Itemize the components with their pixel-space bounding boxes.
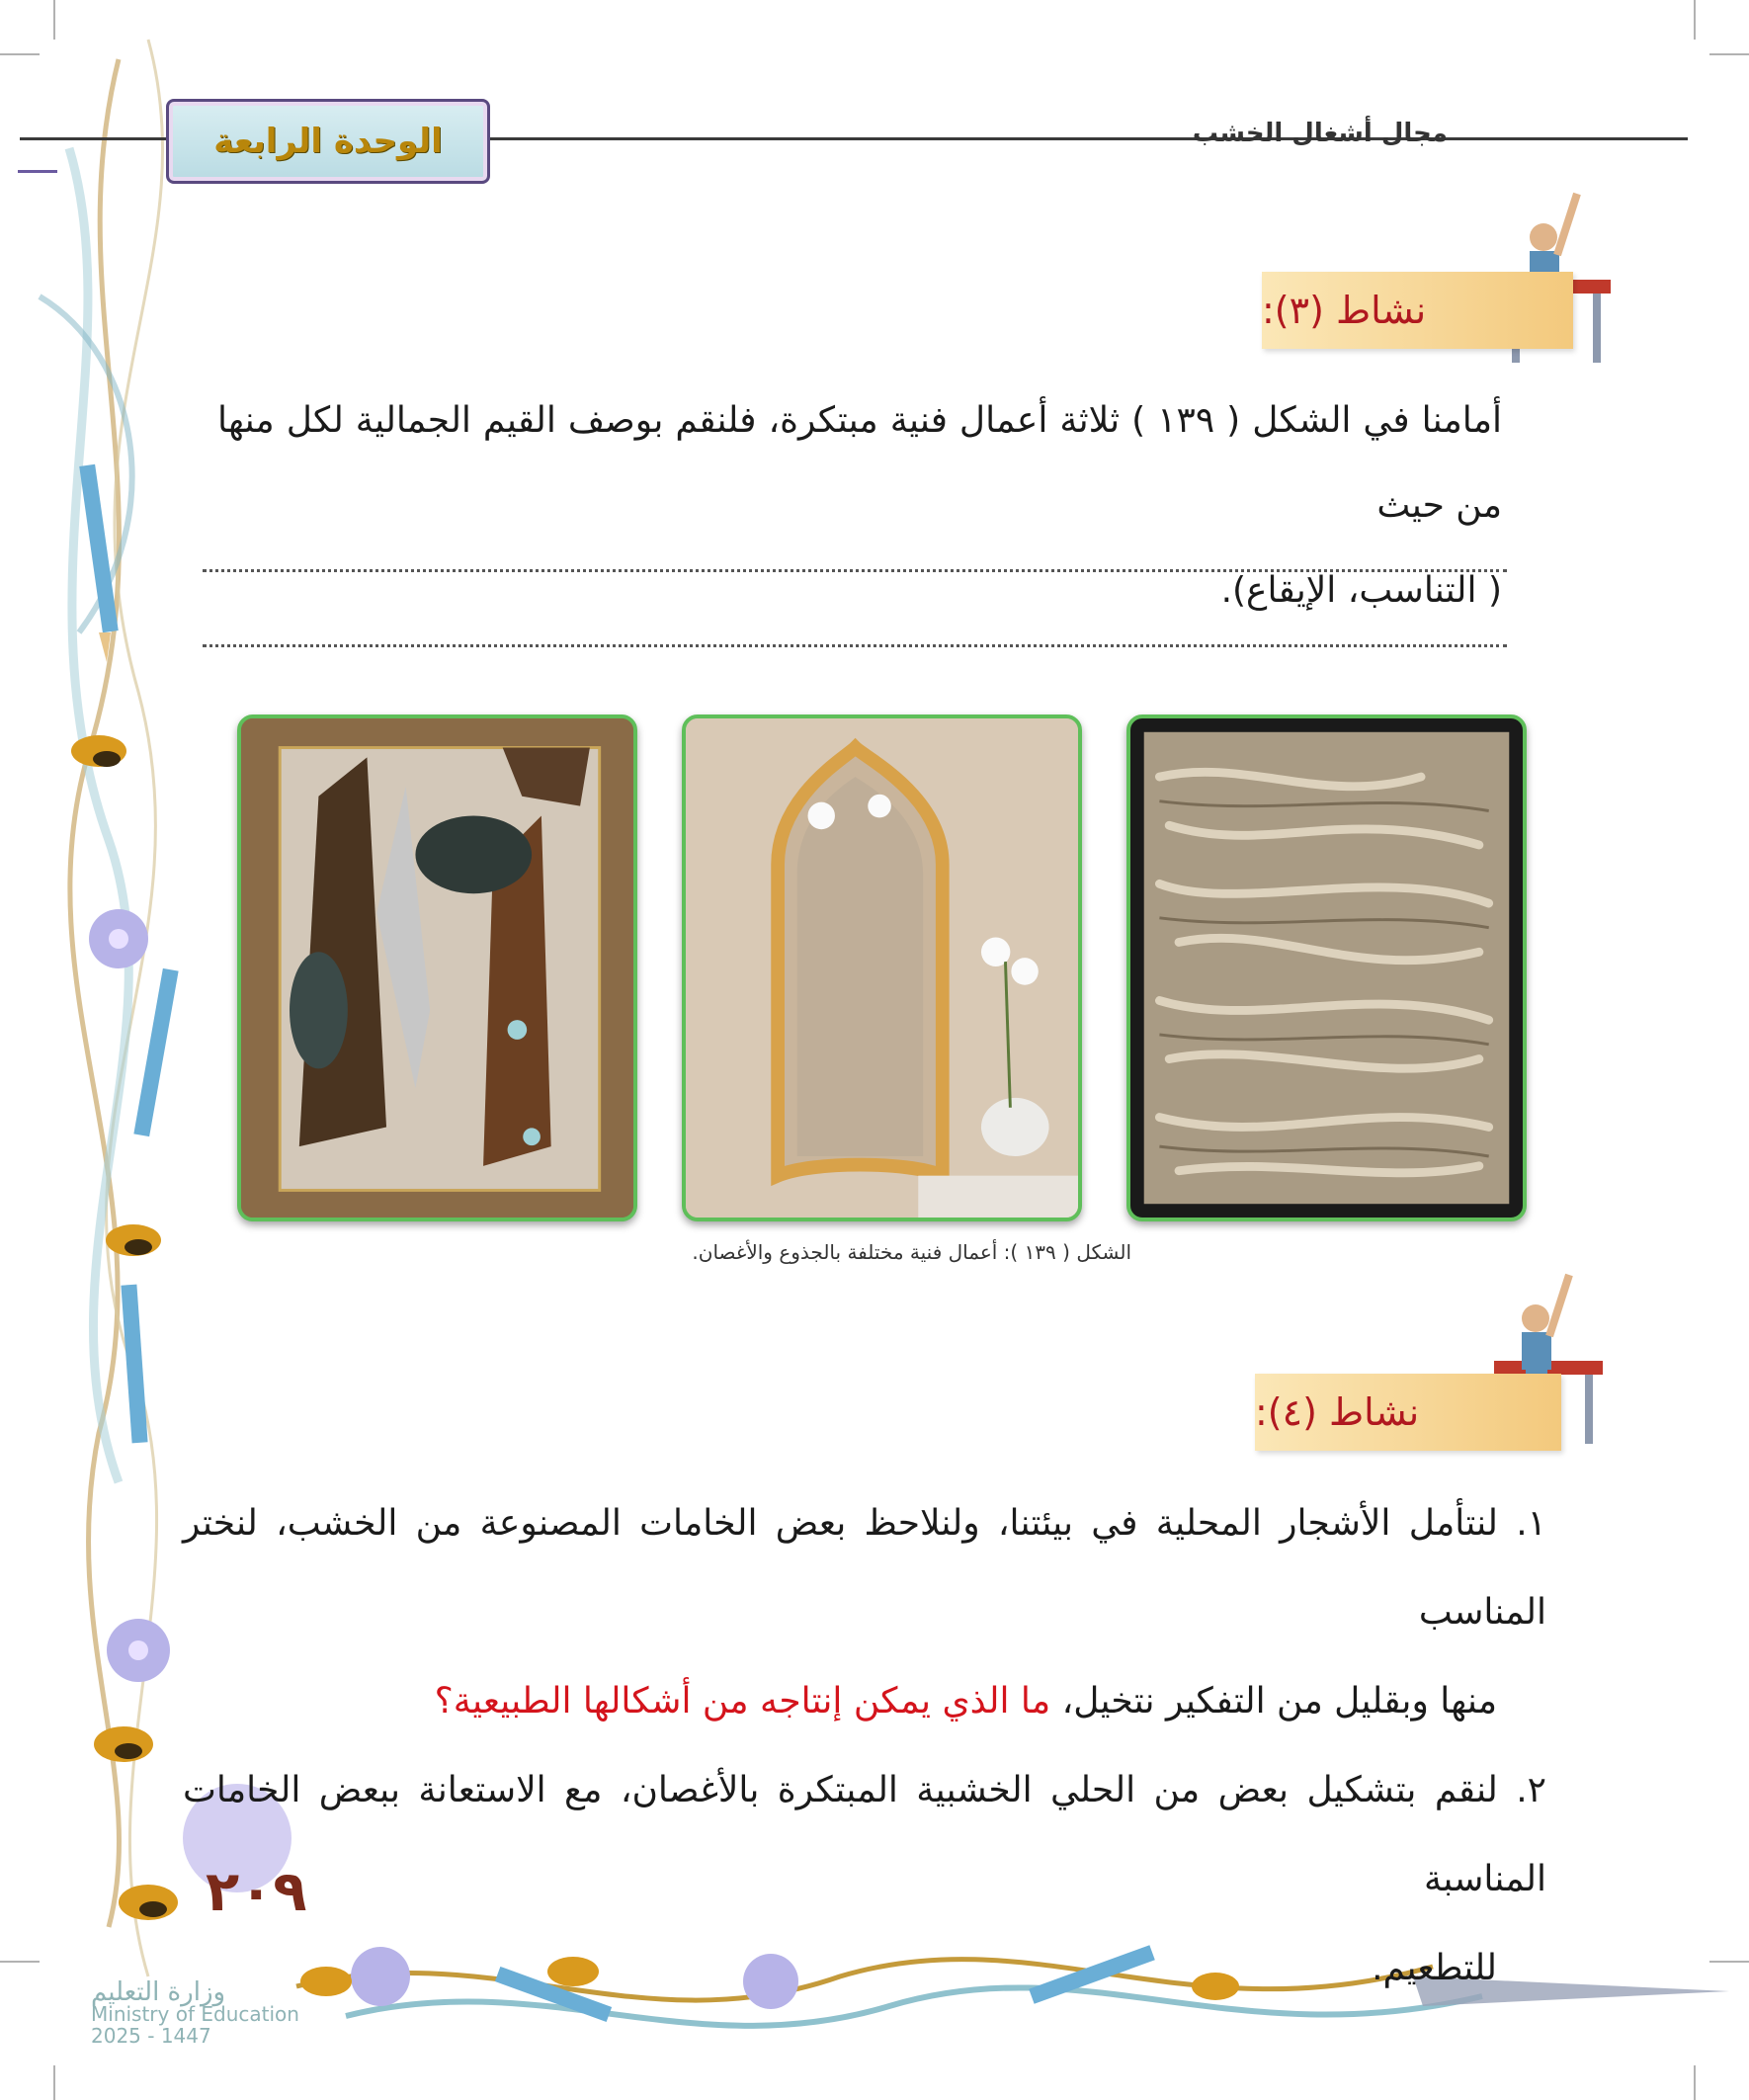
header-rule-right xyxy=(484,137,1688,140)
activity-4-item-1-line-1: ١. لنتأمل الأشجار المحلية في بيئتنا، ولنلاحظ بعض الخامات المصنوعة من الخشب، لنختر المناسب xyxy=(183,1503,1546,1633)
page-number: ٢٠٩ xyxy=(206,1860,307,1924)
ministry-logo xyxy=(91,1977,328,2048)
edition-year: 2025 - 1447 xyxy=(91,2024,211,2048)
answer-line[interactable] xyxy=(203,569,1507,572)
activity-4-question: ما الذي يمكن إنتاجه من أشكالها الطبيعية؟ xyxy=(434,1681,1051,1722)
activity-3-label xyxy=(1262,272,1573,349)
flower-icon xyxy=(89,909,148,968)
photo-branch-mirror xyxy=(682,714,1082,1221)
activity-3-line-2: ( التناسب، الإيقاع). xyxy=(1220,570,1502,611)
unit-title: الوحدة الرابعة xyxy=(213,122,443,161)
ministry-name-ar: وزارة التعليم xyxy=(91,1977,226,2007)
ministry-name-en: Ministry of Education xyxy=(91,2002,299,2026)
activity-4-item-1-line-2 xyxy=(183,1657,1546,1746)
collage-image xyxy=(241,718,633,1218)
answer-line[interactable] xyxy=(203,644,1507,647)
activity-3-text xyxy=(217,378,1502,633)
activity-4-item-1-plain: منها وبقليل من التفكير نتخيل، xyxy=(1061,1681,1497,1722)
unit-title-badge xyxy=(166,99,490,184)
activity-4-item-2-line-2: للتطعيم. xyxy=(1372,1948,1497,1988)
flower-icon xyxy=(107,1619,170,1682)
butterfly-icon xyxy=(94,1726,153,1762)
header-rule-left xyxy=(20,137,168,140)
photo-driftwood-panel xyxy=(1126,714,1527,1221)
mirror-image xyxy=(686,718,1078,1218)
activity-4-text xyxy=(183,1479,1546,2013)
butterfly-icon xyxy=(71,735,126,767)
activity-3-line-1: أمامنا في الشكل ( ١٣٩ ) ثلاثة أعمال فنية مبتكرة، فلنقم بوصف القيم الجمالية لكل منها من حيث xyxy=(217,400,1502,526)
figure-caption: الشكل ( ١٣٩ ): أعمال فنية مختلفة بالجذوع والأغصان. xyxy=(692,1240,1131,1264)
butterfly-icon xyxy=(119,1885,178,1920)
activity-3-label-text: نشاط (٣): xyxy=(1262,289,1427,332)
photo-bark-collage xyxy=(237,714,637,1221)
driftwood-image xyxy=(1130,718,1523,1218)
activity-4-item-2-line-1: ٢. لنقم بتشكيل بعض من الحلي الخشبية المبتكرة بالأغصان، مع الاستعانة ببعض الخامات المناسبة xyxy=(183,1770,1546,1899)
pencil-icon xyxy=(121,1285,147,1444)
activity-4-label-text: نشاط (٤): xyxy=(1255,1390,1420,1434)
pencil-icon xyxy=(133,968,178,1136)
activity-4-label xyxy=(1255,1374,1561,1451)
field-title: مجال أشغال الخشب xyxy=(1192,119,1448,148)
butterfly-icon xyxy=(106,1224,161,1256)
